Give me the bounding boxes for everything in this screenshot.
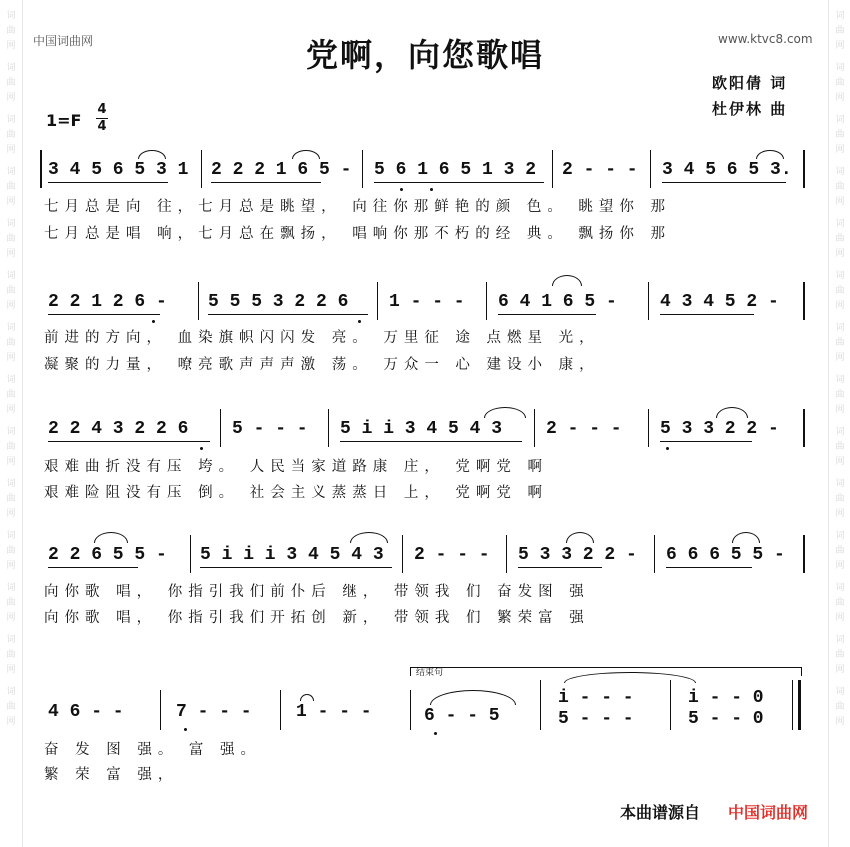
- measure-5-1: 4 6 - -: [48, 702, 124, 722]
- watermark-char: 曲: [6, 182, 16, 192]
- final-barline-thin: [792, 680, 793, 730]
- measure-2-5: 4 3 4 5 2 -: [660, 292, 779, 312]
- left-margin-line: [22, 0, 23, 847]
- measure-2-1: 2 2 1 2 6 -: [48, 292, 167, 312]
- beam: [660, 314, 754, 315]
- left-watermark-strip: [0, 0, 22, 847]
- watermark-char: 曲: [6, 598, 16, 608]
- beam: [666, 567, 752, 568]
- low-octave-dot: [152, 320, 155, 323]
- watermark-char: 网: [6, 561, 16, 571]
- measure-4-2: 5 i i i 3 4 5 4 3: [200, 545, 384, 565]
- watermark-char: 曲: [835, 650, 845, 660]
- watermark-char: 网: [835, 93, 845, 103]
- watermark-char: 词: [835, 271, 845, 281]
- barline: [506, 535, 507, 573]
- barline: [410, 690, 411, 730]
- beam: [498, 314, 596, 315]
- barline: [648, 282, 649, 320]
- source-label: 本曲谱源自: [620, 803, 701, 822]
- watermark-char: 曲: [835, 702, 845, 712]
- watermark-char: 词: [835, 687, 845, 697]
- watermark-char: 曲: [835, 26, 845, 36]
- watermark-char: 词: [6, 115, 16, 125]
- beam: [211, 182, 321, 183]
- barline: [648, 409, 649, 447]
- watermark-char: 曲: [6, 390, 16, 400]
- beam: [518, 567, 602, 568]
- watermark-char: 曲: [6, 650, 16, 660]
- measure-4-5: 6 6 6 5 5 -: [666, 545, 785, 565]
- measure-1-3: 5 6 1 6 5 1 3 2: [374, 160, 537, 180]
- watermark-char: 网: [835, 353, 845, 363]
- watermark-char: 词: [6, 375, 16, 385]
- watermark-char: 词: [835, 479, 845, 489]
- watermark-char: 网: [835, 145, 845, 155]
- measure-4-1: 2 2 6 5 5 -: [48, 545, 167, 565]
- barline: [220, 409, 221, 447]
- measure-1-1: 3 4 5 6 5 3 1: [48, 160, 189, 180]
- watermark-char: 词: [835, 219, 845, 229]
- measure-5-4: 6 - - 5: [424, 706, 500, 726]
- barline: [190, 535, 191, 573]
- low-octave-dot: [434, 732, 437, 735]
- slur: [566, 532, 594, 543]
- slur: [756, 150, 784, 159]
- barline: [201, 150, 202, 188]
- slur: [716, 407, 748, 418]
- barline: [803, 150, 805, 188]
- watermark-char: 词: [6, 271, 16, 281]
- slur: [94, 532, 128, 543]
- watermark-char: 曲: [835, 546, 845, 556]
- barline: [280, 690, 281, 730]
- slur: [484, 407, 526, 418]
- low-octave-dot: [400, 188, 403, 191]
- watermark-char: 词: [6, 63, 16, 73]
- watermark-char: 词: [835, 531, 845, 541]
- measure-1-2: 2 2 2 1 6 5 -: [211, 160, 352, 180]
- time-signature: [96, 103, 108, 134]
- watermark-char: 曲: [6, 338, 16, 348]
- slur: [138, 150, 166, 159]
- measure-5-5-lower: 5 - - -: [558, 709, 634, 729]
- key-signature: 1=F: [46, 111, 82, 130]
- low-octave-dot: [184, 728, 187, 731]
- lyrics-3-verse-2: 艰难险阻没有压 倒。 社会主义蒸蒸日 上， 党啊党 啊: [44, 485, 549, 501]
- barline: [670, 680, 671, 730]
- watermark-char: 曲: [835, 130, 845, 140]
- measure-3-4: 2 - - -: [546, 419, 622, 439]
- low-octave-dot: [358, 320, 361, 323]
- watermark-char: 曲: [6, 26, 16, 36]
- watermark-char: 网: [835, 249, 845, 259]
- watermark-char: 网: [835, 301, 845, 311]
- watermark-char: 词: [835, 63, 845, 73]
- low-octave-dot: [200, 447, 203, 450]
- watermark-char: 词: [6, 635, 16, 645]
- watermark-char: 网: [6, 301, 16, 311]
- ending-label: 结束句: [416, 668, 444, 678]
- slur: [292, 150, 320, 159]
- watermark-char: 网: [6, 353, 16, 363]
- watermark-char: 曲: [835, 78, 845, 88]
- beam: [662, 182, 786, 183]
- measure-2-4: 6 4 1 6 5 -: [498, 292, 617, 312]
- barline: [803, 409, 805, 447]
- watermark-char: 网: [835, 197, 845, 207]
- lyrics-5-verse-1: 奋 发 图 强。 富 强。: [44, 742, 262, 758]
- barline: [540, 680, 541, 730]
- lyrics-5-verse-2: 繁 荣 富 强，: [44, 767, 179, 783]
- watermark-char: 词: [835, 115, 845, 125]
- measure-3-2: 5 - - -: [232, 419, 308, 439]
- measure-3-1: 2 2 4 3 2 2 6: [48, 419, 189, 439]
- slur: [430, 690, 516, 705]
- watermark-char: 网: [835, 665, 845, 675]
- barline: [486, 282, 487, 320]
- watermark-char: 曲: [835, 598, 845, 608]
- right-watermark-strip: [829, 0, 850, 847]
- beam: [340, 441, 522, 442]
- barline: [654, 535, 655, 573]
- beam: [208, 314, 368, 315]
- watermark-char: 网: [835, 41, 845, 51]
- watermark-char: 曲: [6, 494, 16, 504]
- watermark-char: 曲: [835, 338, 845, 348]
- lyrics-3-verse-1: 艰难曲折没有压 垮。 人民当家道路康 庄， 党啊党 啊: [44, 459, 549, 475]
- watermark-char: 网: [835, 405, 845, 415]
- watermark-char: 曲: [6, 546, 16, 556]
- time-signature-bottom: 4: [97, 119, 107, 134]
- barline: [377, 282, 378, 320]
- watermark-char: 词: [835, 11, 845, 21]
- watermark-char: 网: [6, 457, 16, 467]
- measure-5-3: 1 - - -: [296, 702, 372, 722]
- watermark-char: 词: [6, 687, 16, 697]
- watermark-char: 网: [835, 457, 845, 467]
- time-signature-top: 4: [97, 102, 107, 117]
- beam: [48, 567, 138, 568]
- watermark-char: 曲: [835, 442, 845, 452]
- watermark-char: 曲: [6, 702, 16, 712]
- watermark-char: 词: [6, 219, 16, 229]
- watermark-char: 网: [835, 613, 845, 623]
- site-name-left: 中国词曲网: [33, 34, 94, 48]
- measure-1-5: 3 4 5 6 5 3.: [662, 160, 792, 180]
- beam: [374, 182, 544, 183]
- lyricist-credit: 欧阳倩 词: [712, 74, 788, 92]
- source-site-link[interactable]: 中国词曲网: [728, 803, 809, 822]
- watermark-char: 网: [6, 197, 16, 207]
- watermark-char: 词: [835, 375, 845, 385]
- low-octave-dot: [666, 447, 669, 450]
- site-url-right: www.ktvc8.com: [718, 32, 813, 46]
- final-barline-thick: [798, 680, 801, 730]
- barline: [40, 150, 42, 188]
- lyrics-1-verse-1: 七月总是向 往，七月总是眺望， 向往你那鲜艳的颜 色。 眺望你 那: [44, 199, 672, 215]
- watermark-char: 曲: [835, 182, 845, 192]
- watermark-char: 网: [6, 717, 16, 727]
- composer-credit: 杜伊林 曲: [712, 100, 788, 118]
- measure-2-3: 1 - - -: [389, 292, 465, 312]
- watermark-char: 曲: [6, 78, 16, 88]
- watermark-char: 词: [835, 427, 845, 437]
- watermark-char: 网: [835, 717, 845, 727]
- measure-1-4: 2 - - -: [562, 160, 638, 180]
- barline: [198, 282, 199, 320]
- beam: [48, 441, 210, 442]
- slur: [350, 532, 388, 543]
- watermark-char: 词: [835, 167, 845, 177]
- watermark-char: 词: [6, 583, 16, 593]
- watermark-char: 词: [6, 11, 16, 21]
- watermark-char: 网: [6, 93, 16, 103]
- beam: [200, 567, 392, 568]
- watermark-char: 词: [6, 167, 16, 177]
- barline: [552, 150, 553, 188]
- measure-3-5: 5 3 3 2 2 -: [660, 419, 779, 439]
- barline: [160, 690, 161, 730]
- watermark-char: 网: [6, 613, 16, 623]
- watermark-char: 词: [6, 531, 16, 541]
- lyrics-4-verse-1: 向你歌 唱， 你指引我们前仆后 继， 带领我 们 奋发图 强: [44, 584, 590, 600]
- measure-4-3: 2 - - -: [414, 545, 490, 565]
- watermark-char: 曲: [835, 234, 845, 244]
- watermark-char: 词: [6, 479, 16, 489]
- measure-5-5-upper: i - - -: [558, 688, 634, 708]
- beam: [660, 441, 752, 442]
- barline: [803, 282, 805, 320]
- watermark-char: 网: [6, 665, 16, 675]
- watermark-char: 曲: [6, 130, 16, 140]
- beam: [48, 182, 168, 183]
- watermark-char: 词: [6, 323, 16, 333]
- low-octave-dot: [430, 188, 433, 191]
- watermark-char: 词: [835, 583, 845, 593]
- measure-5-6-upper: i - - 0: [688, 688, 764, 708]
- slur: [552, 275, 582, 286]
- watermark-char: 网: [6, 145, 16, 155]
- beam: [48, 314, 160, 315]
- watermark-char: 曲: [6, 234, 16, 244]
- barline: [534, 409, 535, 447]
- measure-5-2: 7 - - -: [176, 702, 252, 722]
- watermark-char: 曲: [6, 286, 16, 296]
- lyrics-4-verse-2: 向你歌 唱， 你指引我们开拓创 新， 带领我 们 繁荣富 强: [44, 610, 590, 626]
- watermark-char: 网: [835, 561, 845, 571]
- watermark-char: 网: [835, 509, 845, 519]
- watermark-char: 词: [6, 427, 16, 437]
- measure-5-6-lower: 5 - - 0: [688, 709, 764, 729]
- measure-3-3: 5 i i 3 4 5 4 3: [340, 419, 503, 439]
- watermark-char: 曲: [6, 442, 16, 452]
- watermark-char: 曲: [835, 494, 845, 504]
- measure-2-2: 5 5 5 3 2 2 6: [208, 292, 349, 312]
- slur: [732, 532, 760, 543]
- watermark-char: 网: [6, 509, 16, 519]
- lyrics-2-verse-1: 前进的方向， 血染旗帜闪闪发 亮。 万里征 途 点燃星 光，: [44, 330, 600, 346]
- watermark-char: 网: [6, 405, 16, 415]
- watermark-char: 词: [835, 635, 845, 645]
- watermark-char: 曲: [835, 286, 845, 296]
- measure-4-4: 5 3 3 2 2 -: [518, 545, 637, 565]
- watermark-char: 网: [6, 41, 16, 51]
- lyrics-1-verse-2: 七月总是唱 响，七月总在飘扬， 唱响你那不朽的经 典。 飘扬你 那: [44, 226, 672, 242]
- song-title: 党啊，向您歌唱: [305, 36, 544, 74]
- lyrics-2-verse-2: 凝聚的力量， 嘹亮歌声声声激 荡。 万众一 心 建设小 康，: [44, 357, 600, 373]
- barline: [803, 535, 805, 573]
- watermark-char: 词: [835, 323, 845, 333]
- barline: [650, 150, 651, 188]
- barline: [402, 535, 403, 573]
- watermark-char: 曲: [835, 390, 845, 400]
- fermata: [300, 694, 314, 701]
- barline: [328, 409, 329, 447]
- barline: [362, 150, 363, 188]
- watermark-char: 网: [6, 249, 16, 259]
